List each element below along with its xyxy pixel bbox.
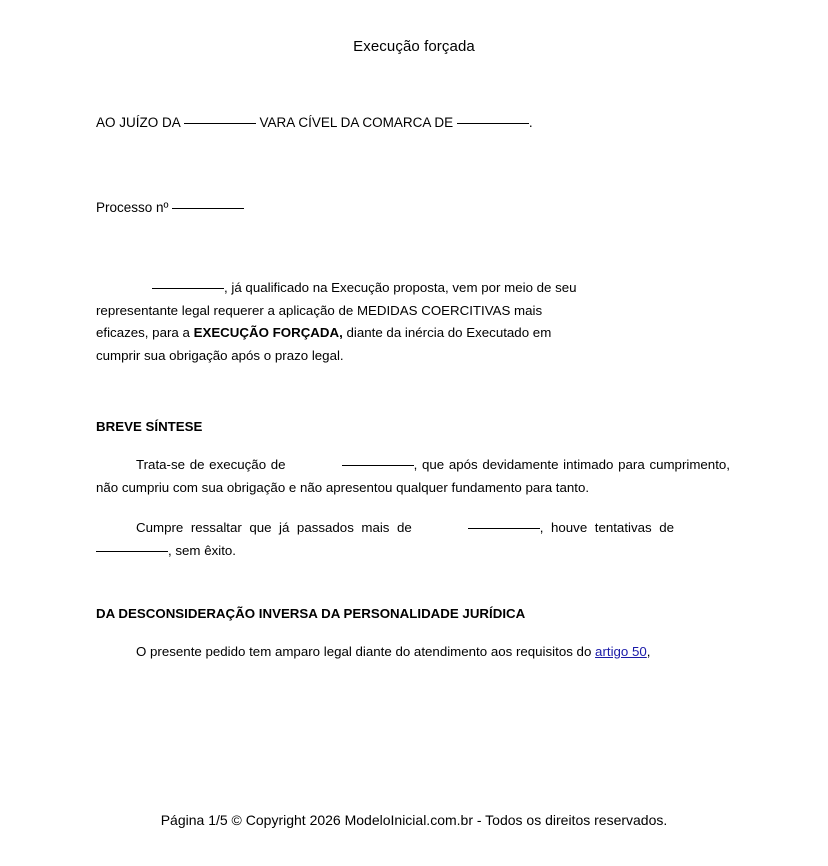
- document-body: [96, 115, 730, 664]
- process-line: [96, 200, 730, 215]
- bs-p2-blank-1: [468, 528, 540, 529]
- bs-p2-cont-post: , sem êxito.: [168, 542, 236, 558]
- intro-part1: , já qualificado na Execução proposta, vem por meio de seu: [224, 280, 577, 295]
- artigo-50-link[interactable]: artigo 50: [595, 644, 647, 659]
- section-heading-breve-sintese: BREVE SÍNTESE: [96, 419, 203, 434]
- bs-p1-blank: [342, 465, 414, 466]
- court-line-suffix: .: [528, 115, 533, 130]
- breve-sintese-paragraph-1: [96, 454, 730, 499]
- bs-p1-pre: Trata-se de execução de: [136, 457, 286, 472]
- page-footer: Página 1/5 © Copyright 2026 ModeloInicial.com.br - Todos os direitos reservados.: [160, 812, 668, 828]
- intro-blank: [152, 288, 224, 289]
- bs-p1-cont: para cumprimento, não cumpriu com sua obrigação e não apresentou qualquer fundamento para tanto.: [96, 457, 730, 495]
- section-heading-desconsideracao: DA DESCONSIDERAÇÃO INVERSA DA PERSONALIDADE JURÍDICA: [96, 606, 526, 621]
- dd-p1-post: ,: [646, 644, 651, 659]
- bs-p2-post: , houve tentativas: [539, 520, 652, 535]
- court-blank-1: [184, 123, 256, 124]
- dd-p1-pre: O presente pedido tem amparo legal diante do atendimento aos requisitos do: [136, 644, 596, 659]
- process-blank: [172, 208, 244, 209]
- bs-p2-cont-pre: de: [659, 520, 674, 535]
- intro-line-2: [96, 300, 730, 323]
- intro-part3-bold: EXECUÇÃO FORÇADA,: [193, 325, 343, 340]
- court-line-middle: VARA CÍVEL DA COMARCA DE: [259, 115, 454, 130]
- court-blank-2: [457, 123, 529, 124]
- intro-part3-pre: eficazes, para a: [96, 325, 194, 340]
- page-title: Execução forçada: [353, 38, 475, 55]
- bs-p2-blank-2: [96, 551, 168, 552]
- desconsideracao-paragraph-1: [96, 641, 730, 664]
- intro-part2: representante legal requerer a aplicação de MEDIDAS COERCITIVAS mais: [96, 302, 543, 318]
- court-line-prefix: AO JUÍZO DA: [96, 115, 181, 130]
- intro-part3-post: diante da inércia do Executado em: [342, 325, 552, 340]
- process-label: Processo nº: [96, 200, 169, 215]
- court-line: [96, 115, 730, 130]
- document-page: [0, 38, 828, 866]
- breve-sintese-paragraph-2: [96, 517, 730, 562]
- intro-block: [96, 277, 730, 367]
- intro-line-4: [96, 345, 730, 368]
- intro-line-1: [96, 277, 730, 300]
- intro-part4: cumprir sua obrigação após o prazo legal.: [96, 347, 344, 363]
- bs-p2-pre: Cumpre ressaltar que já passados mais de: [136, 520, 412, 535]
- bs-p1-post: , que após devidamente intimado: [413, 457, 614, 472]
- intro-line-3: [96, 322, 730, 345]
